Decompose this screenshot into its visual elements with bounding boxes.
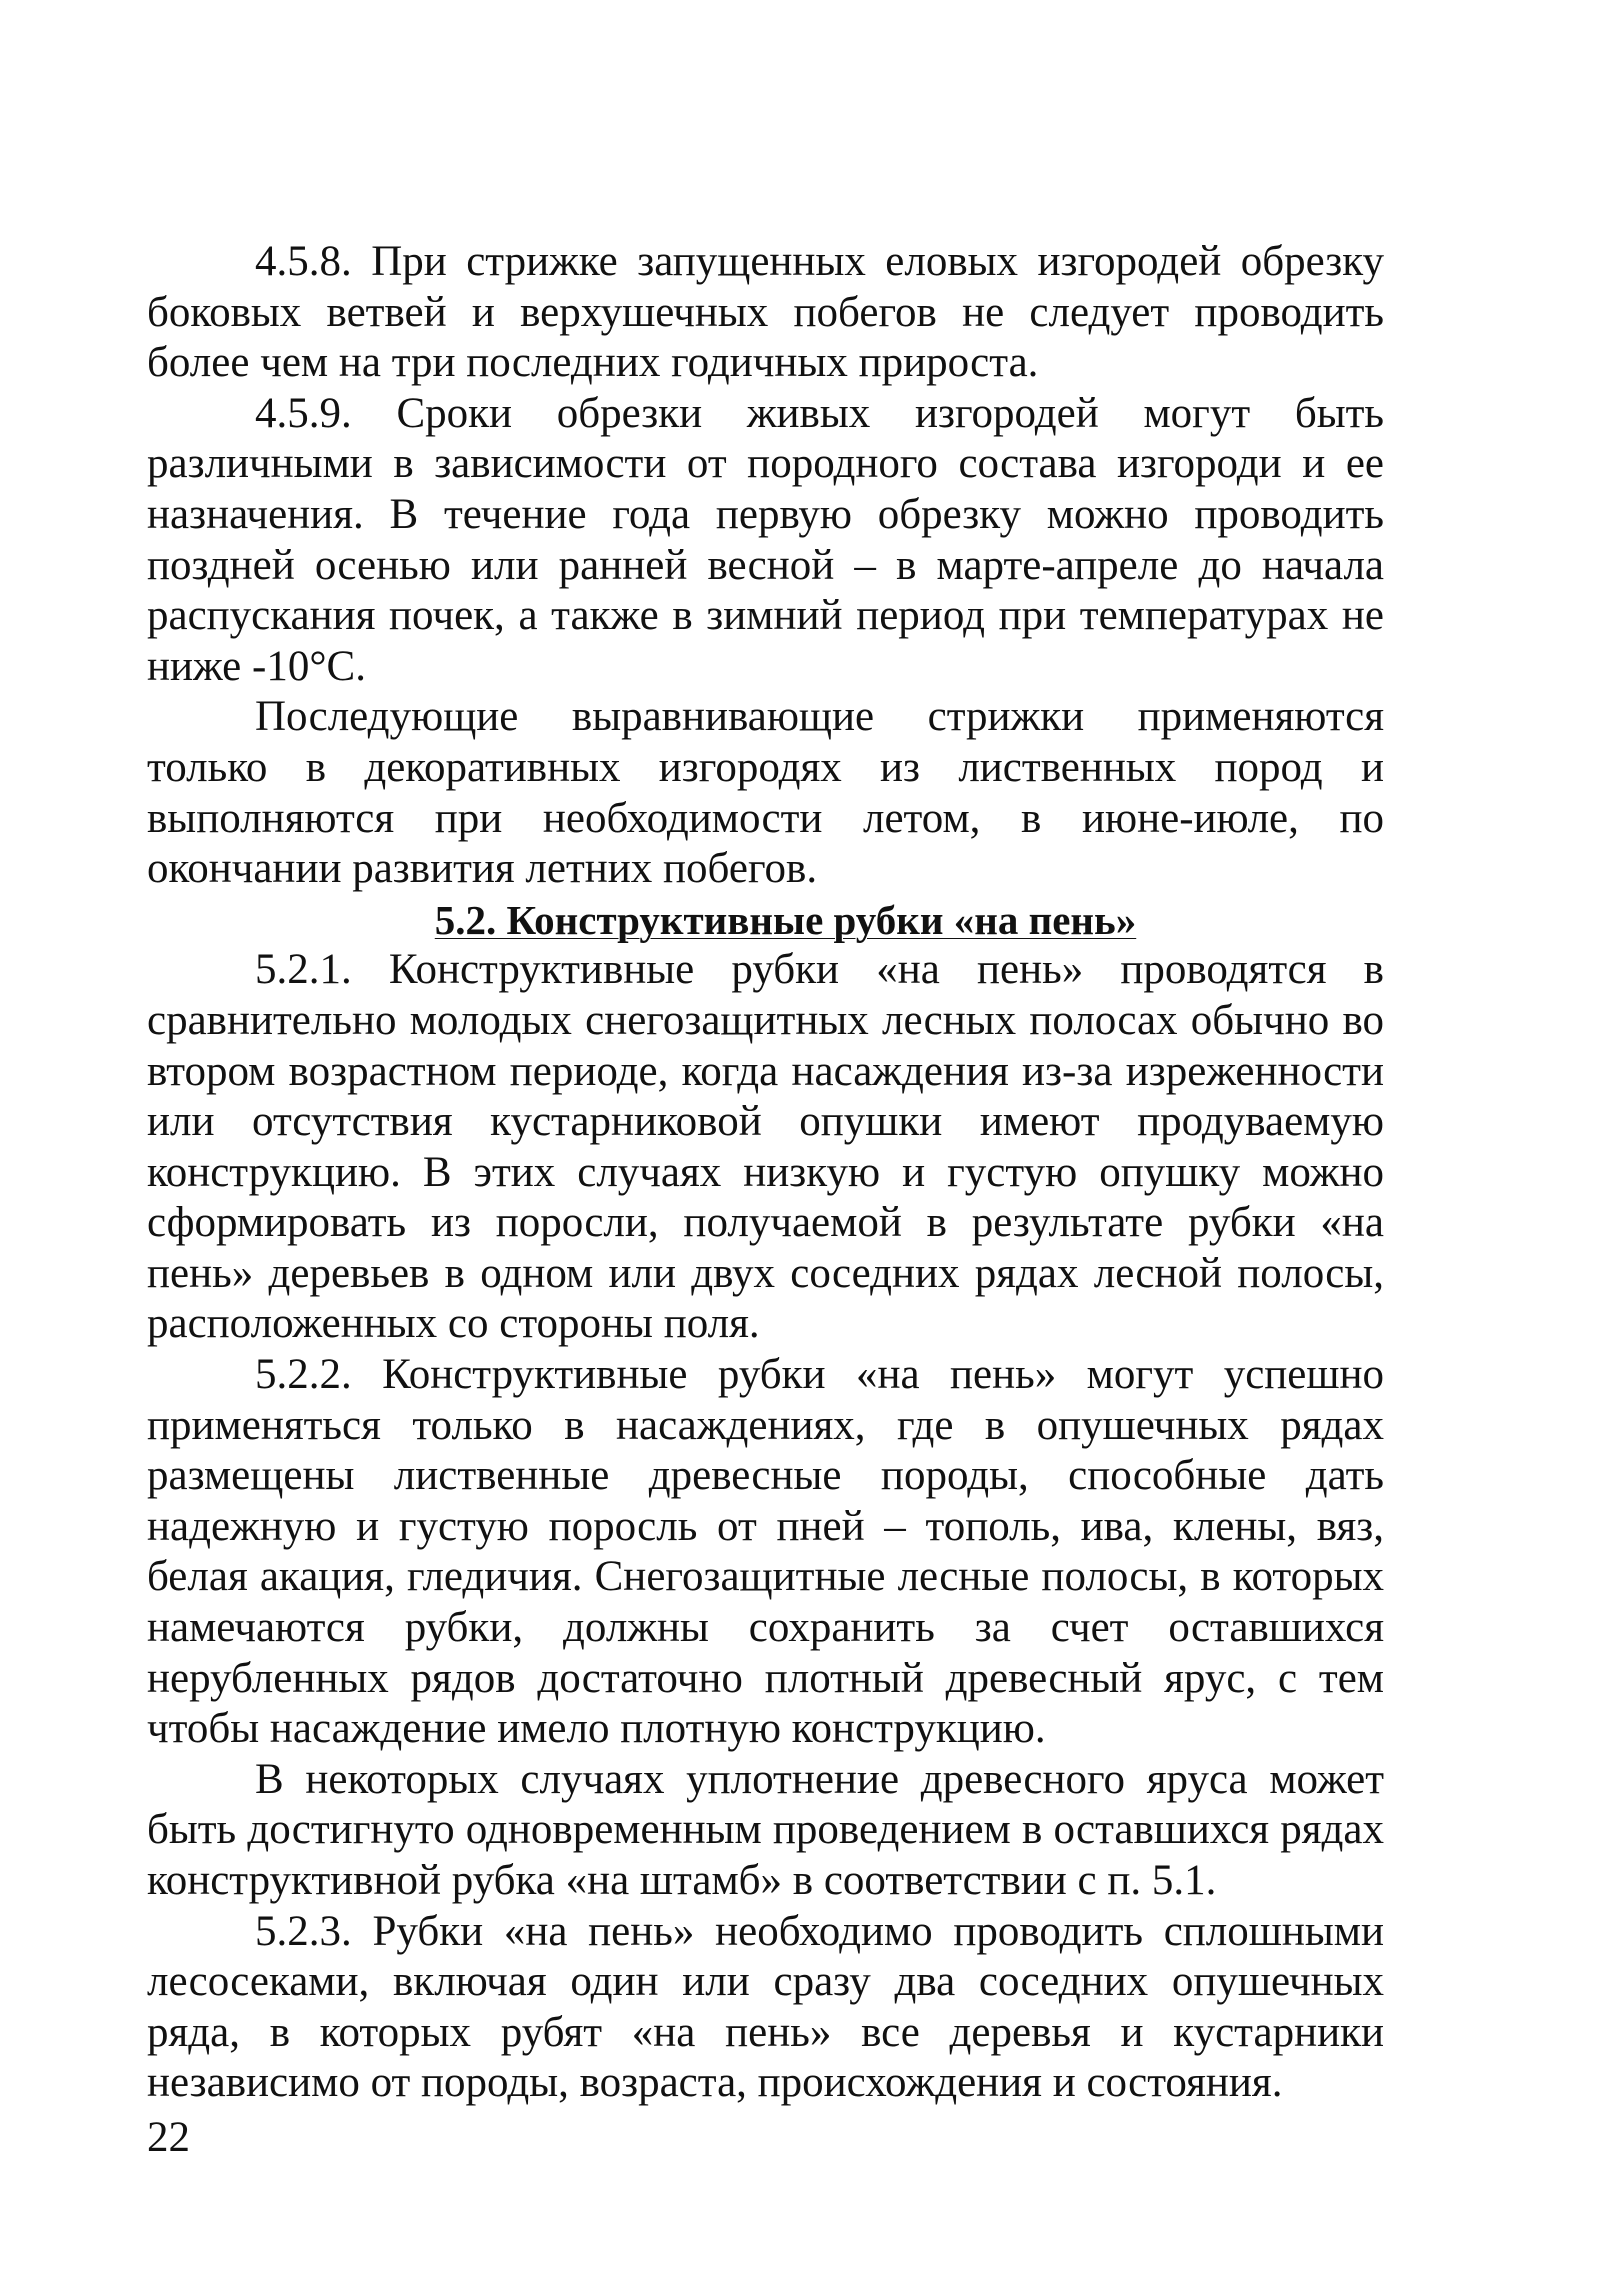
paragraph-4-5-9: 4.5.9. Сроки обрезки живых изгородей могут быть различными в зависимости от породного состава изгороди и ее назначения. В течение года первую обрезку можно проводить поздней осенью или ранней весной – в марте-апреле до начала распускания почек, а также в зимний период при температурах не ниже -10°С. bbox=[147, 389, 1384, 690]
paragraph-compaction: В некоторых случаях уплотнение древесного яруса может быть достигнуто одновременным проведением в оставшихся рядах конструктивной рубка «на штамб» в соответствии с п. 5.1. bbox=[147, 1755, 1384, 1904]
paragraph-5-2-3: 5.2.3. Рубки «на пень» необходимо проводить сплошными лесосеками, включая один или сразу два соседних опушечных ряда, в которых рубят «на пень» все деревья и кустарники независимо от породы, возраста, происхождения и состояния. bbox=[147, 1907, 1384, 2107]
section-heading: 5.2. Конструктивные рубки «на пень» bbox=[434, 896, 1137, 943]
page-body bbox=[147, 237, 1384, 2109]
paragraph-4-5-8: 4.5.8. При стрижке запущенных еловых изгородей обрезку боковых ветвей и верхушечных побегов не следует проводить более чем на три последних годичных прироста. bbox=[147, 238, 1384, 387]
paragraph-5-2-1: 5.2.1. Конструктивные рубки «на пень» проводятся в сравнительно молодых снегозащитных лесных полосах обычно во втором возрастном периоде, когда насаждения из-за изреженности или отсутствия кустарниковой опушки имеют продуваемую конструкцию. В этих случаях низкую и густую опушку можно сформировать из поросли, получаемой в результате рубки «на пень» деревьев в одном или двух соседних рядах лесной полосы, расположенных со стороны поля. bbox=[147, 946, 1384, 1348]
paragraph-5-2-2: 5.2.2. Конструктивные рубки «на пень» могут успешно применяться только в насаждениях, где в опушечных рядах размещены лиственные древесные породы, способные дать надежную и густую поросль от пней – тополь, ива, клены, вяз, белая акация, гледичия. Снегозащитные лесные полосы, в которых намечаются рубки, должны сохранить за счет оставшихся нерубленных рядов достаточно плотный древесный ярус, с тем чтобы насаждение имело плотную конструкцию. bbox=[147, 1351, 1384, 1753]
paragraph-trimming: Последующие выравнивающие стрижки применяются только в декоративных изгородях из лиственных пород и выполняются при необходимости летом, в июне-июле, по окончании развития летних побегов. bbox=[147, 693, 1384, 893]
page-number: 22 bbox=[147, 2114, 190, 2161]
